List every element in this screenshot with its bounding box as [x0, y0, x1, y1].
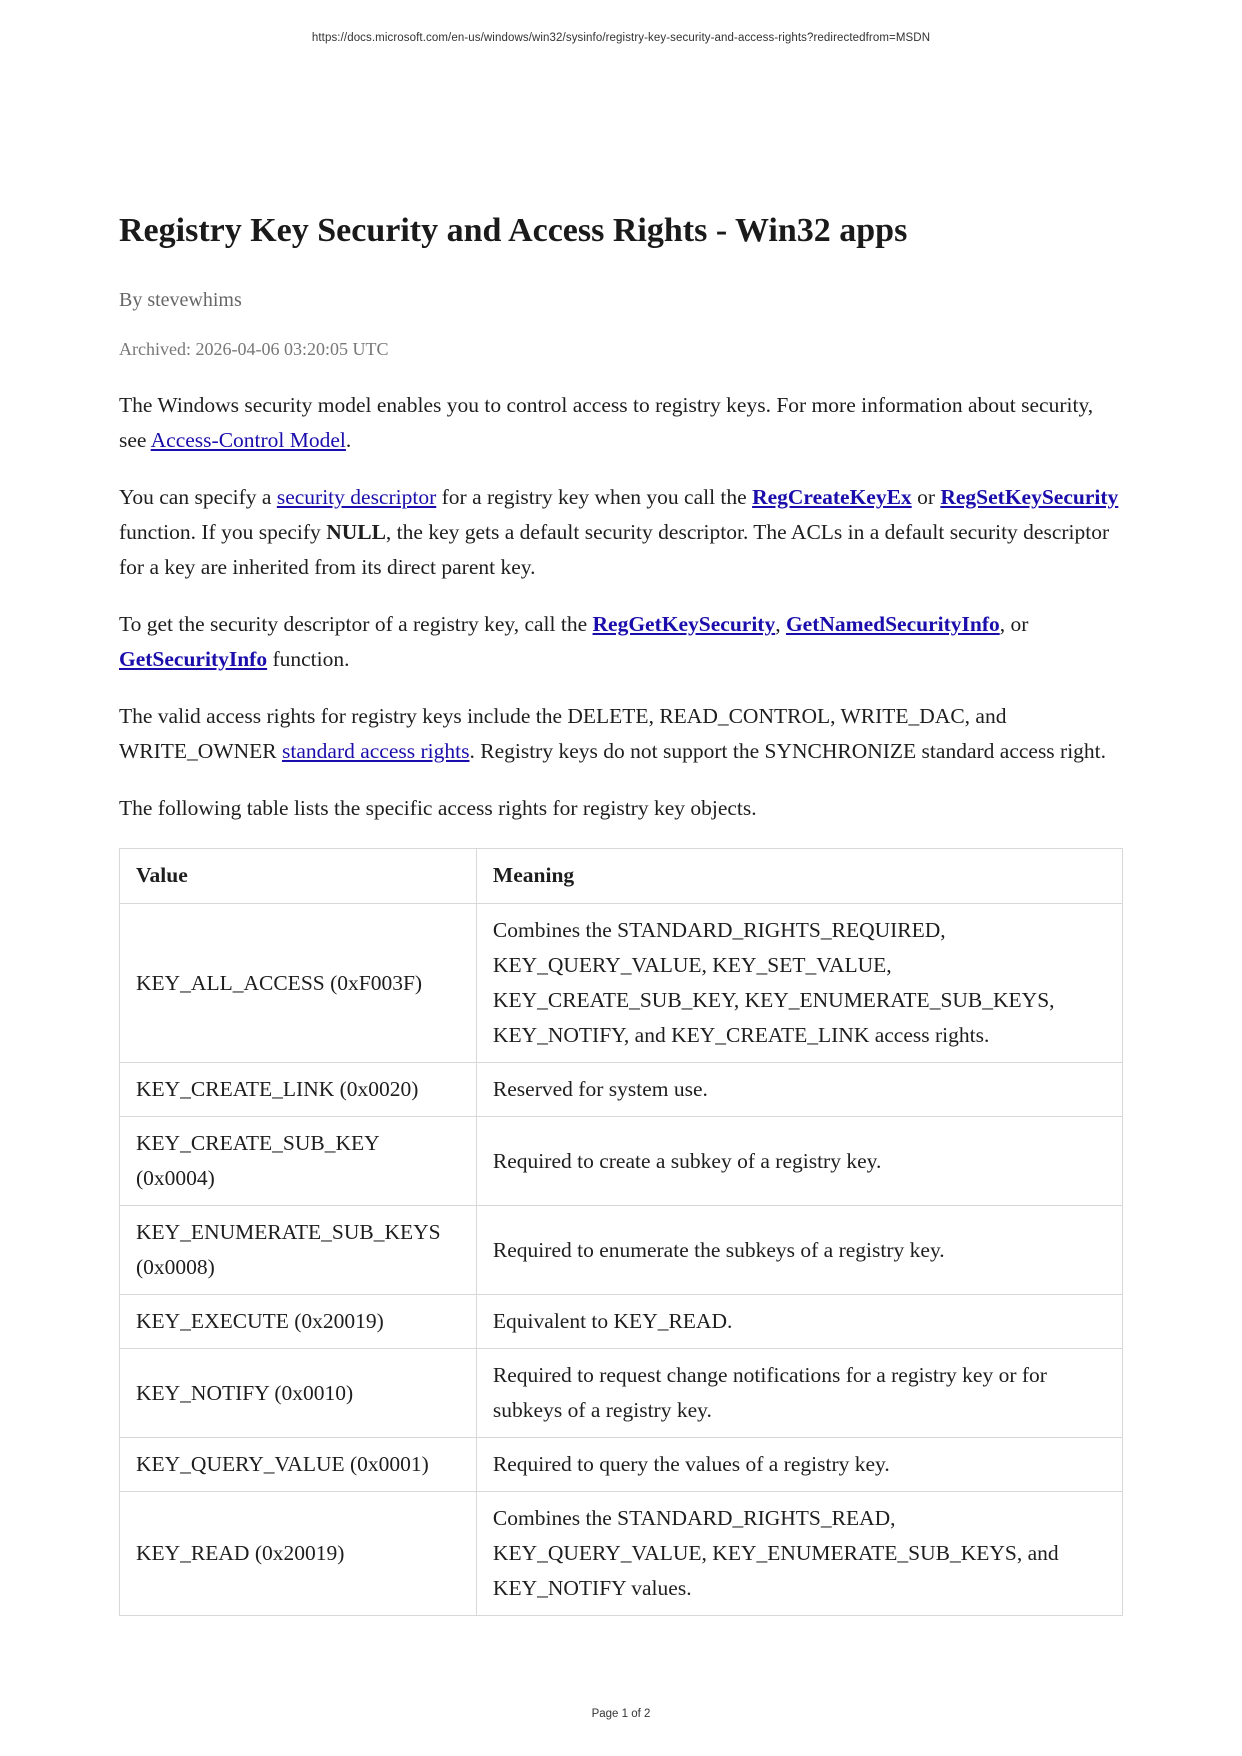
paragraph-get-security: To get the security descriptor of a registry key, call the RegGetKeySecurity, GetNamedSecurityInfo, or GetSecurityInfo function.	[119, 612, 1029, 671]
page-title: Registry Key Security and Access Rights - Win32 apps	[119, 212, 908, 249]
cell-value: KEY_QUERY_VALUE (0x0001)	[120, 1438, 477, 1492]
table-row	[120, 1206, 1123, 1295]
paragraph-intro: The Windows security model enables you to control access to registry keys. For more information about security, see Access-Control Model.	[119, 393, 1094, 452]
keyword-null: NULL	[326, 520, 386, 544]
cell-value: KEY_CREATE_SUB_KEY (0x0004)	[120, 1117, 477, 1206]
link-regsetkeysecurity[interactable]: RegSetKeySecurity	[940, 485, 1119, 509]
table-row	[120, 1349, 1123, 1438]
cell-meaning: Reserved for system use.	[476, 1063, 1122, 1117]
cell-meaning: Combines the STANDARD_RIGHTS_REQUIRED, KEY_QUERY_VALUE, KEY_SET_VALUE, KEY_CREATE_SUB_KEY, KEY_ENUMERATE_SUB_KEYS, KEY_NOTIFY, and KEY_CREATE_LINK access rights.	[476, 904, 1122, 1063]
table-row	[120, 1117, 1123, 1206]
table-row	[120, 1063, 1123, 1117]
link-getnamedsecurityinfo[interactable]: GetNamedSecurityInfo	[785, 612, 1000, 636]
cell-meaning: Required to enumerate the subkeys of a registry key.	[476, 1206, 1122, 1295]
link-reggetkeysecurity[interactable]: RegGetKeySecurity	[592, 612, 776, 636]
archived-timestamp: Archived: 2026-04-06 03:20:05 UTC	[119, 339, 389, 359]
cell-value: KEY_NOTIFY (0x0010)	[120, 1349, 477, 1438]
cell-meaning: Combines the STANDARD_RIGHTS_READ, KEY_QUERY_VALUE, KEY_ENUMERATE_SUB_KEYS, and KEY_NOTIFY values.	[476, 1492, 1122, 1616]
column-header-value: Value	[120, 849, 477, 904]
cell-meaning: Equivalent to KEY_READ.	[476, 1295, 1122, 1349]
link-regcreatekeyex[interactable]: RegCreateKeyEx	[752, 485, 912, 509]
cell-value: KEY_ENUMERATE_SUB_KEYS (0x0008)	[120, 1206, 477, 1295]
paragraph-access-rights: The valid access rights for registry keys include the DELETE, READ_CONTROL, WRITE_DAC, and WRITE_OWNER standard access rights. Registry keys do not support the SYNCHRONIZE standard access right.	[119, 704, 1107, 763]
access-rights-table	[119, 848, 1123, 1616]
author-byline: By stevewhims	[119, 289, 242, 311]
cell-value: KEY_READ (0x20019)	[120, 1492, 477, 1616]
table-row	[120, 1438, 1123, 1492]
table-row	[120, 1295, 1123, 1349]
cell-meaning: Required to request change notifications for a registry key or for subkeys of a registry key.	[476, 1349, 1122, 1438]
table-row	[120, 904, 1123, 1063]
article-body	[119, 388, 1123, 848]
cell-value: KEY_CREATE_LINK (0x0020)	[120, 1063, 477, 1117]
page-url: https://docs.microsoft.com/en-us/windows/win32/sysinfo/registry-key-security-and-access-rights?redirectedfrom=MSDN	[311, 32, 931, 44]
link-standard-access-rights[interactable]: standard access rights	[282, 739, 470, 763]
page-number: Page 1 of 2	[591, 1708, 651, 1720]
table-header-row	[120, 849, 1123, 904]
column-header-meaning: Meaning	[476, 849, 1122, 904]
link-security-descriptor[interactable]: security descriptor	[276, 485, 437, 509]
table-row	[120, 1492, 1123, 1616]
cell-value: KEY_EXECUTE (0x20019)	[120, 1295, 477, 1349]
link-access-control-model[interactable]: Access-Control Model	[150, 428, 346, 452]
paragraph-table-intro: The following table lists the specific access rights for registry key objects.	[119, 796, 757, 820]
link-getsecurityinfo[interactable]: GetSecurityInfo	[119, 647, 268, 671]
paragraph-security-descriptor: You can specify a security descriptor for a registry key when you call the RegCreateKeyEx or RegSetKeySecurity function. If you specify NULL, the key gets a default security descriptor. The ACLs in a default security descriptor for a key are inherited from its direct parent key.	[119, 485, 1119, 579]
cell-value: KEY_ALL_ACCESS (0xF003F)	[120, 904, 477, 1063]
cell-meaning: Required to create a subkey of a registry key.	[476, 1117, 1122, 1206]
cell-meaning: Required to query the values of a registry key.	[476, 1438, 1122, 1492]
